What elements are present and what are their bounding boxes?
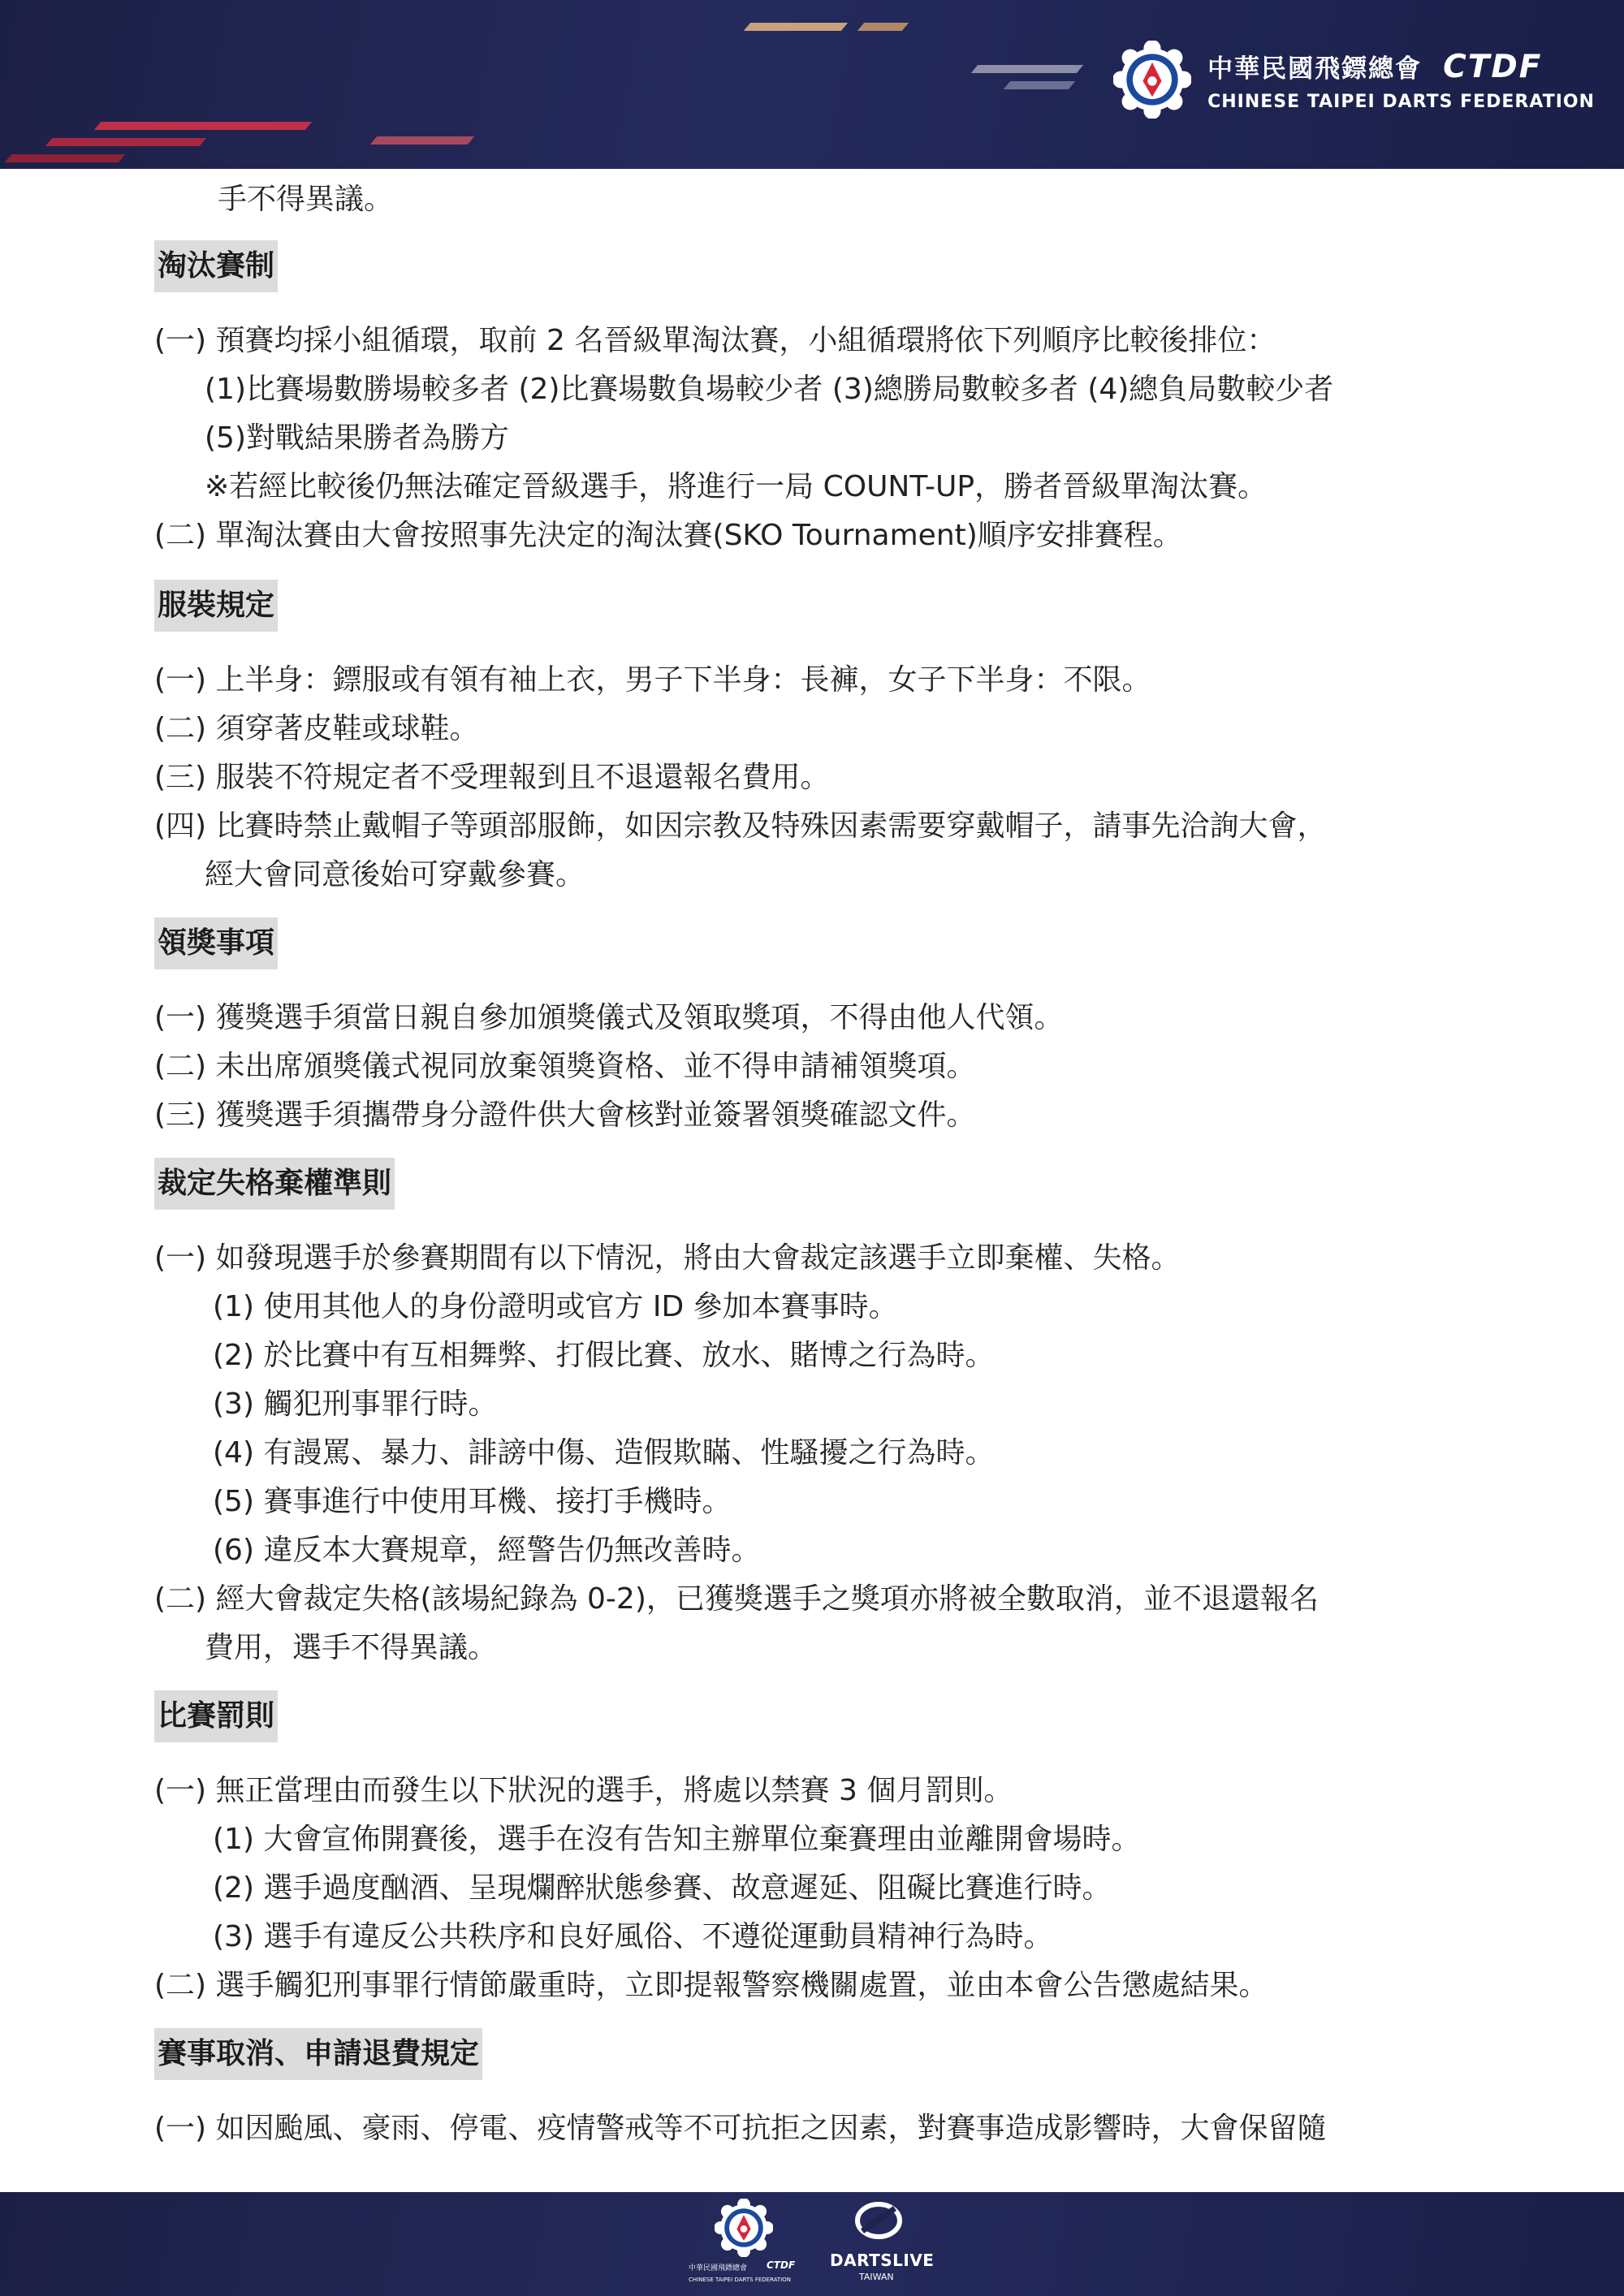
footer-dartslive-logo (820, 2200, 934, 2290)
header-banner (0, 0, 1624, 169)
knockout-line: (1)比賽場數勝場較多者 (2)比賽場數負場較少者 (3)總勝局數較多者 (4)總負局數較少者 (205, 373, 1334, 406)
penalties-line: (3) 選手有違反公共秩序和良好風俗、不遵從運動員精神行為時。 (213, 1920, 1053, 1953)
section-heading-cancellation: 賽事取消、申請退費規定 (154, 2028, 482, 2080)
decor-stripe (744, 23, 848, 31)
awards-line: (二) 未出席頒獎儀式視同放棄領獎資格、並不得申請補領獎項。 (154, 1050, 976, 1083)
disqualification-line: (2) 於比賽中有互相舞弊、打假比賽、放水、賭博之行為時。 (213, 1339, 995, 1372)
awards-line: (一) 獲獎選手須當日親自參加頒獎儀式及領取獎項，不得由他人代領。 (154, 1001, 1064, 1034)
org-name-en: CHINESE TAIPEI DARTS FEDERATION (1207, 91, 1595, 112)
dartslive-mark-icon (854, 2200, 903, 2241)
disqualification-line: 費用，選手不得異議。 (205, 1631, 498, 1664)
penalties-line: (2) 選手過度酗酒、呈現爛醉狀態參賽、故意遲延、阻礙比賽進行時。 (213, 1871, 1112, 1905)
partner-country: TAIWAN (859, 2272, 894, 2282)
disqualification-line: (5) 賽事進行中使用耳機、接打手機時。 (213, 1485, 732, 1518)
dress-line: (四) 比賽時禁止戴帽子等頭部服飾，如因宗教及特殊因素需要穿戴帽子，請事先洽詢大會， (154, 809, 1327, 843)
footer-org-abbr: CTDF (767, 2259, 796, 2271)
knockout-line: (一) 預賽均採小組循環，取前 2 名晉級單淘汰賽，小組循環將依下列順序比較後排位： (154, 324, 1276, 357)
ctdf-seal-icon (715, 2199, 773, 2257)
dress-line: 經大會同意後始可穿戴參賽。 (205, 858, 585, 891)
continuation-text: 手不得異議。 (218, 183, 394, 216)
disqualification-line: (二) 經大會裁定失格(該場紀錄為 0-2)，已獲獎選手之獎項亦將被全數取消，並不退還報名 (154, 1582, 1319, 1616)
disqualification-line: (1) 使用其他人的身份證明或官方 ID 參加本賽事時。 (213, 1290, 898, 1323)
partner-name: DARTSLIVE (830, 2251, 935, 2270)
section-heading-awards: 領獎事項 (154, 917, 278, 969)
dress-line: (一) 上半身：鏢服或有領有袖上衣，男子下半身：長褲，女子下半身：不限。 (154, 663, 1151, 697)
header-logo (1113, 41, 1595, 119)
decor-stripe (1004, 81, 1075, 89)
penalties-line: (1) 大會宣佈開賽後，選手在沒有告知主辦單位棄賽理由並離開會場時。 (213, 1823, 1141, 1856)
dress-line: (三) 服裝不符規定者不受理報到且不退還報名費用。 (154, 761, 830, 794)
section-heading-knockout: 淘汰賽制 (154, 240, 278, 292)
dress-line: (二) 須穿著皮鞋或球鞋。 (154, 712, 479, 745)
decor-stripe (370, 136, 474, 145)
section-heading-disqualification: 裁定失格棄權準則 (154, 1158, 395, 1210)
org-abbr: CTDF (1443, 48, 1543, 85)
footer-org-name-en: CHINESE TAIPEI DARTS FEDERATION (689, 2277, 792, 2283)
footer-org-name-cn: 中華民國飛鏢總會 (689, 2264, 748, 2272)
penalties-line: (二) 選手觸犯刑事罪行情節嚴重時，立即提報警察機關處置，並由本會公告懲處結果。 (154, 1969, 1268, 2002)
knockout-line: (二) 單淘汰賽由大會按照事先決定的淘汰賽(SKO Tournament)順序安排賽程。 (154, 519, 1182, 552)
section-heading-dress: 服裝規定 (154, 580, 278, 632)
disqualification-line: (6) 違反本大賽規章，經警告仍無改善時。 (213, 1534, 761, 1567)
footer-banner (0, 2192, 1624, 2296)
awards-line: (三) 獲獎選手須攜帶身分證件供大會核對並簽署領獎確認文件。 (154, 1098, 976, 1132)
disqualification-line: (3) 觸犯刑事罪行時。 (213, 1388, 498, 1421)
ctdf-seal-icon (1113, 41, 1191, 119)
decor-stripe (94, 122, 312, 130)
decor-stripe (971, 65, 1083, 73)
penalties-line: (一) 無正當理由而發生以下狀況的選手，將處以禁賽 3 個月罰則。 (154, 1774, 1013, 1807)
footer-ctdf-logo (689, 2199, 802, 2294)
section-heading-penalties: 比賽罰則 (154, 1690, 278, 1742)
decor-stripe (45, 138, 206, 146)
decor-stripe (5, 154, 125, 162)
knockout-line: ※若經比較後仍無法確定晉級選手，將進行一局 COUNT-UP，勝者晉級單淘汰賽。 (205, 470, 1268, 503)
org-name-cn: 中華民國飛鏢總會 (1207, 54, 1423, 84)
disqualification-line: (4) 有謾罵、暴力、誹謗中傷、造假欺瞞、性騷擾之行為時。 (213, 1436, 995, 1470)
cancellation-line: (一) 如因颱風、豪雨、停電、疫情警戒等不可抗拒之因素，對賽事造成影響時，大會保留隨 (154, 2112, 1327, 2145)
knockout-line: (5)對戰結果勝者為勝方 (205, 421, 509, 455)
disqualification-line: (一) 如發現選手於參賽期間有以下情況，將由大會裁定該選手立即棄權、失格。 (154, 1241, 1181, 1275)
decor-stripe (857, 23, 909, 31)
